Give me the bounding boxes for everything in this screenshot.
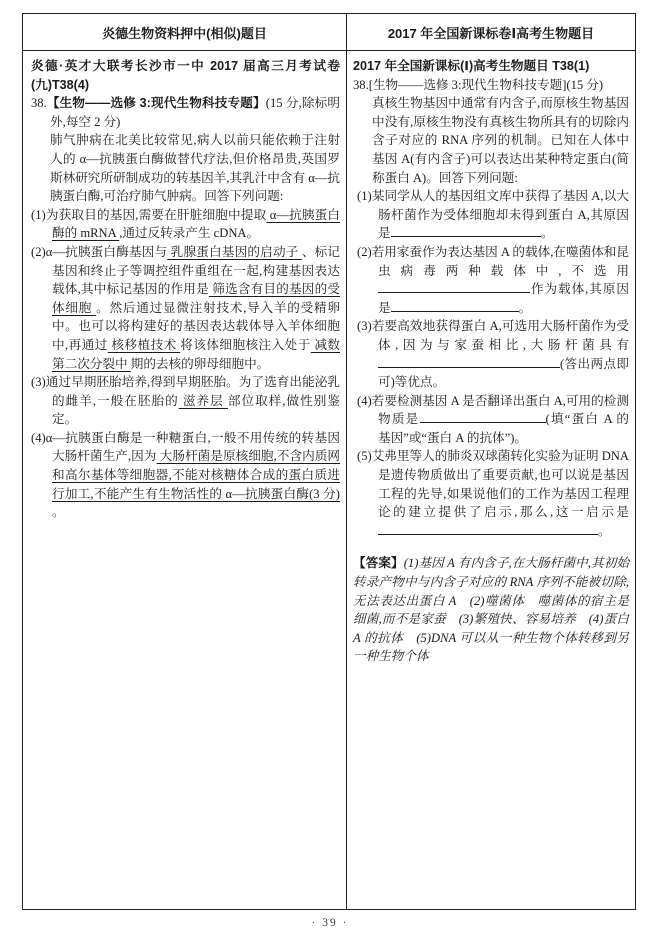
left-question-item-2: (2)α—抗胰蛋白酶基因与 乳腺蛋白基因的启动子 、标记基因和终止子等调控组件重组在一起,构建基因表达载体,其中标记基因的作用是 筛选含有目的基因的受体细胞 。然后通过显微注射技术,导入羊的受精卵中。也可以将构建好的基因表达载体导入羊体细胞中,再通过 核移植技术 将该体细胞核注入处于 减数第二次分裂中 期的去核的卵母细胞中。 [31, 244, 341, 371]
right-question-item-3: (3)若要高效地获得蛋白 A,可选用大肠杆菌作为受体,因为与家蚕相比,大肠杆菌具有(答出两点即可)等优点。 [357, 319, 629, 390]
left-question-item-1: (1)为获取目的基因,需要在肝脏细胞中提取 α—抗胰蛋白酶的 mRNA ,通过反转录产生 cDNA。 [31, 207, 340, 241]
left-question-heading: 38.【生物——选修 3:现代生物科技专题】(15 分,除标明外,每空 2 分) [31, 96, 340, 129]
left-question-item-4: (4)α—抗胰蛋白酶是一种糖蛋白,一般不用传统的转基因大肠杆菌生产,因为 大肠杆菌是原核细胞,不含内质网和高尔基体等细胞器,不能对核糖体合成的蛋白质进行加工,不能产生有生物活性的 α—抗胰蛋白酶(3 分) 。 [31, 430, 341, 520]
right-source-title: 2017 年全国新课标(Ⅰ)高考生物题目 T38(1) [353, 59, 590, 73]
table-header-row [23, 14, 635, 51]
page-number: · 39 · [311, 917, 349, 929]
right-column-gaokao-question [347, 51, 635, 909]
left-source-title: 炎德·英才大联考长沙市一中 2017 届高三月考试卷(九)T38(4) [31, 59, 340, 92]
left-question-intro: 肺气肿病在北美比较常见,病人以前只能依赖于注射人的 α—抗胰蛋白酶做替代疗法,但价格昂贵,英国罗斯林研究所研制成功的转基因羊,其乳汁中含有 α—抗胰蛋白酶,可治疗肺气肿病。回答下列问题: [50, 133, 340, 204]
right-question-item-2: (2)若用家蚕作为表达基因 A 的载体,在噬菌体和昆虫病毒两种载体中,不选用作为载体,其原因是 。 [357, 244, 629, 315]
right-question-item-1: (1)某同学从人的基因组文库中获得了基因 A,以大肠杆菌作为受体细胞却未得到蛋白 A,其原因是 。 [357, 189, 629, 241]
answer-block: 【答案】(1)基因 A 有内含子,在大肠杆菌中,其初始转录产物中与内含子对应的 RNA 序列不能被切除,无法表达出蛋白 A (2)噬菌体 噬菌体的宿主是细菌,而不是家蚕 (3)繁殖快、容易培养 (4)蛋白 A 的抗体 (5)DNA 可以从一种生物个体转移到另一种生物个体 [353, 556, 629, 664]
right-question-item-5: (5)艾弗里等人的肺炎双球菌转化实验为证明 DNA 是遗传物质做出了重要贡献,也可以说是基因工程的先导,如果说他们的工作为基因工程理论的建立提供了启示,那么,这一启示是。 [357, 449, 629, 538]
right-question-heading: 38.[生物——选修 3:现代生物科技专题](15 分) [353, 77, 604, 92]
comparison-table [22, 13, 636, 910]
right-question-intro: 真核生物基因中通常有内含子,而原核生物基因中没有,原核生物没有真核生物所具有的切除内含子对应的 RNA 序列的机制。已知在人体中基因 A(有内含子)可以表达出某种特定蛋白(简称蛋白 A)。回答下列问题: [372, 96, 629, 185]
left-question-item-3: (3)通过早期胚胎培养,得到早期胚胎。为了选育出能泌乳的雌羊,一般在胚胎的 滋养层 部位取样,做性别鉴定。 [31, 375, 340, 427]
table-body-row [23, 51, 635, 909]
left-column-yande-question [23, 51, 347, 909]
right-question-item-4: (4)若要检测基因 A 是否翻译出蛋白 A,可用的检测物质是 (填“蛋白 A 的基因”或“蛋白 A 的抗体”)。 [357, 393, 630, 445]
column-header-gaokao: 2017 年全国新课标卷Ⅰ高考生物题目 [387, 25, 595, 41]
column-header-yande: 炎德生物资料押中(相似)题目 [23, 14, 347, 50]
